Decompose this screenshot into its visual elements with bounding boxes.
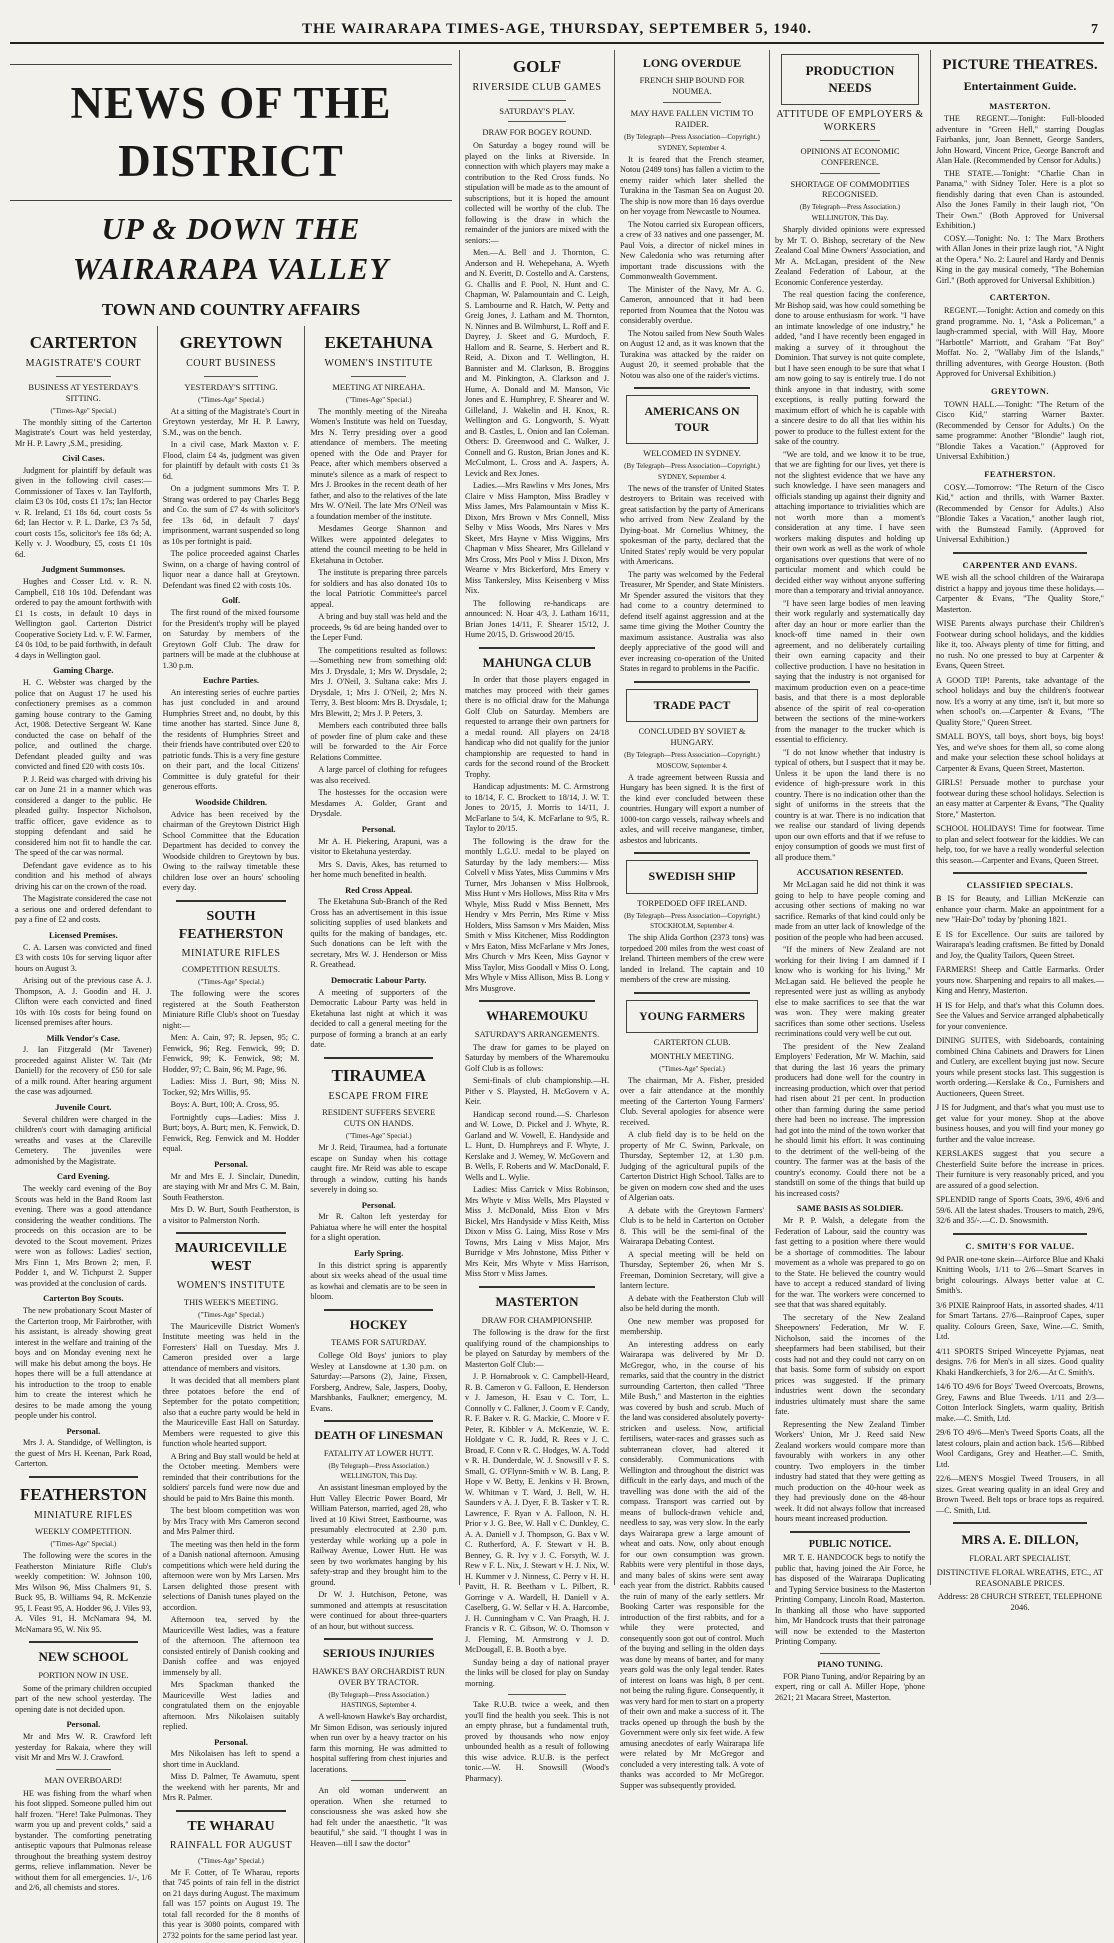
special-credit: ("Times-Age" Special.) [50,406,117,415]
swedish-ship-heading: SWEDISH SHIP [626,860,758,893]
listing-paragraph: THE REGENT.—Tonight: Full-blooded adventure in "Green Hell," starring Douglas Fairbanks, junr, Joan Bennett, George Sanders, John Howard, Vincent Price, George Bancroft and Alan Hale. (Recommended by Censor for Adults.) [936,114,1104,166]
article-paragraph: The institute is preparing three parcels for soldiers and has also donated 10s to the local Patriotic Committee's parcel appeal. [310,568,448,609]
sub-heading: ACCUSATION RESENTED. [796,867,904,878]
article-paragraph: It was decided that all members plant three potatoes before the end of September for the potato competition; also that a euchre party would be held in the Mauriceville East Hall on Saturday. Members were requested to give this function whole hearted support. [162,1376,300,1449]
article-paragraph: Ladies: Miss Carrick v Miss Robinson, Mrs Whyte v Miss Wells, Mrs Playsted v Miss J. McDonald, Miss Eton v Mrs Bickel, Mrs Handyside v Miss Keith, Miss Dixon v Miss G. Laing, Miss Rose v Mrs Towns, Mrs Laing v Miss Major, Mrs Burridge v Mrs Johnstone, Miss Pither v Mrs Keir, Mrs Whyte v Miss Harrison, Miss Storr v Miss James. [465,1185,609,1279]
special-credit: ("Times-Age" Special.) [198,1856,264,1865]
article-paragraph: Miss D. Palmer, Te Awamutu, spent the weekend with her parents, Mr and Mrs R. Palmer. [162,1772,300,1803]
listing-paragraph: TOWN HALL.—Tonight: "The Return of the Cisco Kid," starring Warner Baxter. (Recommended by Censor for Adults.) On the same programme: Another "Blondie" laugh riot, "Blondie Takes a Vacation." (Approved for Universal Exhibition.) [936,399,1104,462]
special-credit: ("Times-Age" Special.) [198,978,264,987]
special-credit: (By Telegraph—Press Association.) [328,1461,429,1470]
article-paragraph: In this district spring is apparently about six weeks ahead of the usual time as kowhai and clematis are to be seen in bloom. [310,1260,448,1302]
article-paragraph: Mrs Spackman thanked the Mauriceville West ladies and congratulated them on the enjoyable afternoon. Mrs Nikolaisen suitably replied. [162,1680,300,1732]
dillon-line-2: DISTINCTIVE FLORAL WREATHS, ETC., AT REASONABLE PRICES. [936,1566,1104,1588]
tiraumea-subheading: ESCAPE FROM FIRE [328,1090,429,1102]
injuries-heading: SERIOUS INJURIES [322,1646,435,1661]
columns [10,50,1104,1940]
article-paragraph: A special meeting will be held on Thursday, September 26, when Mr S. Freeman, Dominion Secretary, will give a lantern lecture. [620,1249,764,1291]
article-paragraph: Men.—A. Bell and J. Thornton, C. Anderson and H. Wehepehana, A. Wyeth and N. Everitt, D. Costello and A. Carstens, G. Challis and F. Pool, N. Hunt and C. Chapman, W. Palamountain and C. Leigh, S. Lambourne and R. Hatch, W. Petty and Greig Jones, J. Latham and M. Thornton, N. Ninnes and B. Wilmhurst, L. Roff and F. Dayrey, J. Skeet and G. Murdoch, F. Hallom and R. Searne, S. Herbert and R. Reid, A. Dixon and T. Wellington, H. Bannister and M. Clarkson, B. Broggins and M. Pinkington, A. Clarkson and J. Hume, A. Donald and M. Manson, Vic Jones and E. Humphrey, F. Shearer and W. Gilleland, J. Wakelin and H. Knox, R. Wellington and G. Longworth, S. Wyatt and B. Castles, L. Onion and Ian Coleman. Others: D. Greenwood and C. Walker, J. Connell and G. Ruston, Brian Jones and K. McCulmont, L. Cross and A. Jaspers, A. Levick and Rex Jones. [465,248,609,478]
article-paragraph: College Old Boys' juniors to play Wesley at Lansdowne at 1.30 p.m. on Saturday:—Parsons (2), Jaine, Fixsen, Forsberg, Andrew, Sale, Jaspers, Dooby, Marshbanks, Faulkner; emergency, M. Evans. [310,1351,448,1413]
article-paragraph: Mesdames George Shannon and Wilkes were appointed delegates to attend the council meeting to be held in Eketahuna in October. [310,524,448,565]
carterton-subheading-2: BUSINESS AT YESTERDAY'S SITTING. [28,381,139,403]
article-paragraph: The following were the scores in the Featherston Miniature Rifle Club's weekly competition: W. Johnson 100, Mrs Wilson 96, Miss Chalmers 91, S. Buck 95, B. Williams 94, R. McKenzie 95, I. Feast 95, A. Hodder 96, J. Viles 93, A. Viles 91, H. McNamara 94, M. McNamara 95, W. Nix 95. [15,1551,152,1634]
district-subcolumns [10,326,452,1943]
special-credit: (By Telegraph—Press Association.) [328,1690,429,1699]
article-paragraph: The following is the draw for the first qualifying round of the championships to be played on Saturday by members of the Masterton Golf Club:— [465,1328,609,1369]
article-paragraph: Semi-finals of club championship.—H. Pither v S. Playsted, H. McGovern v A. Keir. [465,1076,609,1107]
dateline: HASTINGS, September 4. [341,1701,417,1710]
piano-tuning-heading: PIANO TUNING. [817,1658,883,1669]
article-paragraph: The secretary of the New Zealand Sheepowners' Federation, Mr W. F. Nicholson, said the incomes of the sheepfarmers had been stabilised, but their costs had not and they could not carry on on that basis. Some form of subsidy on export prices was suggested. If the primary industries went down the secondary industries ultimately must share the same fate. [775,1312,925,1416]
sub-heading: Personal. [214,1158,248,1169]
article-paragraph: Mrs S. Davis, Akes, has returned to her home much benefited in health. [310,859,448,880]
classified-item: B IS for Beauty, and Lillian McKenzie can enhance your charm. Make an appointment for a new "Hair-Do" today by 'phoning 1821. [936,894,1104,925]
article-paragraph: The Eketahuna Sub-Branch of the Red Cross has an advertisement in this issue soliciting supplies of used blankets and quilts for the making of bandages, etc. Such donations can be left with the secretary, Mrs W. J. Henderson or Miss R. Greathead. [310,897,448,970]
south-featherston-heading: SOUTH FEATHERSTON [178,908,284,942]
article-paragraph: On a judgment summons Mrs T. P. Strang was ordered to pay Charles Begg and Co. the sum of £7 4s with solicitor's fee 13s 6d, in default 7 days' imprisonment, warrant suspended so long as 10s per fortnight is paid. [162,484,300,546]
article-paragraph: Some of the primary children occupied part of the new school yesterday. The opening date is not decided upon. [15,1683,152,1714]
column-golf [465,50,609,1783]
classified-item: WISE Parents always purchase their Children's Footwear during school holidays, and the kiddies like it, too. Always plenty of time for fitting, and no rush. No one pressed to buy at Carpenter & Evans, Queen Street. [936,619,1104,671]
special-credit: ("Times-Age" Special.) [345,1132,412,1141]
dateline: WELLINGTON, This Day. [340,1472,418,1481]
article-paragraph: Mr and Mrs W. R. Crawford left yesterday for Rakaia, where they will visit Mr and Mrs W. J. Crawford. [15,1732,152,1763]
article-paragraph: The Mauriceville District Women's Institute meeting was held in the Forresters' Hall on Tuesday. Mrs J. Cameron presided over a large attendance of members and visitors. [162,1321,300,1373]
article-paragraph: "If the miners of New Zealand are not working for their living I am damned if I know who is working for his living," Mr McLagan said. He believed the people he represented were just as willing as anybody else to make sacrifices to see that the war was won. They were making greater sacrifices than some other sections. Useless recriminations could very well be cut out. [775,945,925,1039]
hockey-subheading: TEAMS FOR SATURDAY. [331,1337,427,1348]
column-eketahuna [305,326,452,1943]
new-school-heading: NEW SCHOOL [38,1649,129,1665]
special-credit: (By Telegraph—Press Association—Copyright.) [624,750,760,759]
sub-heading: Personal. [66,1425,101,1436]
special-credit: ("Times-Age" Special.) [198,1310,264,1319]
article-paragraph: Mr McLagan said he did not think it was going to help to have people coming and accusing other sections of making no war sacrifice. Remarks of that kind could only be made from an utter lack of knowledge of the position of the people who had been accused. [775,880,925,942]
column-news [620,50,764,1790]
page-number: 7 [1091,22,1098,37]
article-paragraph: The draw for games to be played on Saturday by members of the Wharemouku Golf Club is as follows: [465,1042,609,1073]
sub-heading: SAME BASIS AS SOLDIER. [796,1203,904,1214]
wharemouku-heading: WHAREMOUKU [486,1008,588,1024]
article-paragraph: Fortnightly cups—Ladies: Miss J. Burt; boys, A. Burt; men, K. Fenwick, D. Fenwick, Reg. Fenwick and M. Hodder equal. [162,1112,300,1154]
dillon-notice [936,1532,1104,1613]
classified-item: 22/6—MEN'S Mosgiel Tweed Trousers, in all sizes. Great wearing quality in an ideal Grey and Brown Tweed. Belt tops or brace tops as required.—C. Smith, Ltd. [936,1474,1104,1515]
production-subheading-2: OPINIONS AT ECONOMIC CONFERENCE. [800,145,900,167]
column-carterton [10,326,158,1943]
classified-item: 3/6 PIXIE Rainproof Hats, in assorted shades. 4/11 for Smart Tartans. 27/6—Rainproof Capes, super quality. Colours Green, Saxe, Wine.—C. Smith, Ltd. [936,1300,1104,1342]
article-paragraph: Ladies.—Mrs Rawlins v Mrs Jones, Mrs Claire v Miss Hampton, Miss Bradley v Miss James, Mrs Palamountain v Miss K. Dixon, Mrs Brown v Mrs Connell, Miss Selby v Miss Woods, Mrs Nares v Mrs Skeet, Mrs Hayne v Miss Wiggins, Mrs Chapman v Miss Shearer, Mrs Gilleland v Mrs Cross, Mrs Pool v Miss J. Dixon, Mrs Wearne v Mrs Bickerford, Mrs Emery v Miss Tankersley, Miss Keisenberg v Miss Nix. [465,481,609,596]
advert-paragraph: HE was fishing from the wharf when his foot slipped. Someone pulled him out half frozen. "Here! Take Pulmonas. They warm you up and prevent colds," said a bystander. The comforting penetrating antiseptic vapours that Pulmonas release throughout the breathing system destroy germs, relieve inflammation. Never be without them for all emergencies. 1/-, 1/6 and 2/6, all chemists and stores. [15,1788,152,1893]
classified-item: WE wish all the school children of the Wairarapa district a happy and joyous time these holidays.—Carpenter & Evans, "The Quality Store," Masterton. [936,573,1104,614]
article-paragraph: The new probationary Scout Master of the Carterton troop, Mr Fairbrother, with his assistant, is already showing great interest in the welfare and training of the boys and on Monday evening next he will make his debut among the boys. He hopes there will be a full attendance at his introduction to the troop to enable him to create the interest which he desires to be made among the young people under his control. [15,1306,152,1421]
dateline: WELLINGTON, This Day. [811,214,889,223]
mauriceville-subheading-2: THIS WEEK'S MEETING. [183,1296,279,1307]
notice-paragraph: MR T. E. HANDCOCK begs to notify the public that, having joined the Air Force, he has disposed of the Wairarapa Duplicating and Typing Service business to the Masterton Printing Company, Lincoln Road, Masterton. In thanking all those who have supported him, Mr Handcock trusts that their patronage will now be extended to the Masterton Printing Company. [775,1553,925,1647]
eketahuna-subheading: WOMEN'S INSTITUTE [324,358,433,370]
article-paragraph: The chairman, Mr A. Fisher, presided over a fair attendance at the monthly meeting of the Carterton Young Farmers' Club. Several apologies for absence were received. [620,1075,764,1127]
article-paragraph: A large parcel of clothing for refugees was also received. [310,765,448,785]
classified-item: J IS for Judgment, and that's what you must use to get value for your money. Shop at the above business houses, and you will find your money go further and the value increase. [936,1103,1104,1144]
sub-heading: Gaming Charge. [53,665,114,676]
greytown-heading: GREYTOWN [179,333,283,353]
swedish-ship-subheading: TORPEDOED OFF IRELAND. [637,897,747,908]
article-paragraph: Mrs Nikolaisen has left to spend a short time in Auckland. [162,1749,300,1769]
article-paragraph: Mr and Mrs E. J. Sinclair, Dunedin, are staying with Mr and Mrs C. M. Bain, South Featherston. [162,1171,300,1202]
tiraumea-subheading-2: RESIDENT SUFFERS SEVERE CUTS ON HANDS. [322,1107,436,1129]
lineman-subheading: FATALITY AT LOWER HUTT. [323,1447,434,1458]
classified-item: GIRLS! Persuade mother to purchase your footwear during these school holidays. Selection is an easy matter at Carpenter & Evans, "The Quality Store," Masterton. [936,778,1104,819]
article-paragraph: It is feared that the French steamer, Notou (2489 tons) has fallen a victim to the enemy raider which later shelled the Turakina in the Tasman Sea on August 20. The ship is now more than 16 days overdue on her voyage from Newcastle to Noumea. [620,154,764,217]
sub-heading: Red Cross Appeal. [345,884,413,895]
smith-list [936,1255,1104,1517]
sub-heading: Personal. [361,823,396,834]
entertainment-guide-heading: Entertainment Guide. [963,79,1077,94]
article-paragraph: The hostesses for the occasion were Mesdames A. Golder, Grant and Drysdale. [310,788,448,819]
classified-item: H IS for Help, and that's what this Column does. See the Values and Service arranged alphabetically for your convenience. [936,1000,1104,1031]
carpenter-evans-list [936,573,1104,866]
classified-item: 29/6 TO 49/6—Men's Tweed Sports Coats, all the latest colours, plain and action back. 15/6—Ribbed Wool Cardigans, Grey and Heather.—C. Smith, Ltd. [936,1428,1104,1469]
masthead [10,6,1104,44]
article-paragraph: The monthly sitting of the Carterton Magistrate's Court was held yesterday, Mr H. P. Lawry ,S.M., presiding. [15,417,152,448]
article-paragraph: A trade agreement between Russia and Hungary has been signed. It is the first of the kind ever concluded between these countries. Hungary will export a number of 1000-ton cargo vessels, railway wheels and axles, and will receive manganese, timber, asbestos and lubricants. [620,772,764,845]
young-farmers-heading: YOUNG FARMERS [626,1000,758,1033]
article-paragraph: One new member was proposed for membership. [620,1316,764,1337]
article-paragraph: The police proceeded against Charles Swinn, on a charge of having control of liquor near a dance hall at Greytown. Defendant was fined £2 with costs 10s. [162,549,300,590]
dateline: SYDNEY, September 4. [658,472,726,481]
listing-paragraph: THE STATE.—Tonight: "Charlie Chan in Panama," with Sidney Toler. Here is a plot so fiendishly daring that even Chan is astounded. Also the Jones Family in their laugh riot, "On Their Own." (Both Approved for Universal Exhibition.) [936,168,1104,231]
masterton-golf-subheading: DRAW FOR CHAMPIONSHIP. [481,1314,593,1325]
article-paragraph: An assistant linesman employed by the Hutt Valley Electric Power Board, Mr William Paterson, married, aged 28, who lived at 10 Kiwi Street, Eastbourne, was presumably electrocuted at 2.30 p.m. yesterday while working up a pole in Railway Avenue, Lower Hutt. He was seen by two workmates hanging by his safety-strap and they brought him to the ground. [310,1483,448,1587]
sub-heading: Milk Vendor's Case. [46,1032,121,1043]
article-paragraph: The president of the New Zealand Employers' Federation, Mr W. Machin, said that during the last 16 years the primary producers had done well for the country in increasing production, which over that period had risen about 21 per cent. In production other than farming during the same period there had been no increase. The impression had got into the mind of the town worker that he should limit his effort. It was continuing to the detriment of the well-being of the country. The farmer was at the basis of the country's economy. Could there not be a standstill on some of the things that build up his increased costs? [775,1041,925,1198]
article-paragraph: "I do not know whether that industry is typical of others, but I suspect that it may be. Unless it be upon the land there is no evidence of high-pressure work in this country. There is no indication other than the sight of uniforms in the streets that the country is at war. There is no indication that we realise our standard of living depends upon our own efforts and that if we refuse to enjoy consumption of goods we must first of all produce them." [775,747,925,862]
mahunga-heading: MAHUNGA CLUB [482,654,592,670]
classified-item: FARMERS! Sheep and Cattle Earmarks. Order yours now. Sharpening and repairs to all makes.—King and Henry, Masterton. [936,965,1104,996]
notice-paragraph: FOR Piano Tuning, and/or Repairing by an expert, ring or call A. Miller Hope, 'phone 2621; 21 Macara Street, Masterton. [775,1671,925,1702]
article-paragraph: Members each contributed three balls of powder fine of plum cake and these will be forwarded to the Air Force Relations Committee. [310,721,448,762]
column-entertainment [936,50,1104,1613]
young-farmers-subheading-2: MONTHLY MEETING. [650,1051,734,1062]
article-paragraph: P. J. Reid was charged with driving his car on June 21 in a manner which was considered a danger to the public. He pleaded guilty. Inspector Nicholson, traffic officer, gave evidence as to stopping defendant and said he considered him not fit to handle the car. The speed of the car was normal. [15,774,152,858]
article-paragraph: Boys: A. Burt, 100; A. Cross, 95. [170,1100,280,1110]
sub-heading: Personal. [66,1719,101,1730]
masterton-golf-heading: MASTERTON [495,1293,579,1309]
production-subheading: ATTITUDE OF EMPLOYERS & WORKERS [776,109,924,134]
article-paragraph: At a sitting of the Magistrate's Court in Greytown yesterday, Mr H. P. Lawry, S.M., was on the bench. [162,406,300,437]
classified-item: DINING SUITES, with Sideboards, containing combined China Cabinets and Drawers for Linen and Cutlery, are excellent buying just now. Secure yours while present stocks last. This suggestion is worth ordering.—Kerslake & Co., Furnishers and Auctioneers, Queen Street. [936,1036,1104,1098]
sub-heading: Personal. [214,1736,248,1747]
article-paragraph: The news of the transfer of United States destroyers to Britain was received with great satisfaction by the party of Americans who arrived from New Zealand by the Dying-boat. Mr Cornelius Whitney, the spokesman of the party, declared that the United States' reply would be very popular with Americans. [620,483,764,567]
article-paragraph: Dr W. J. Hutchison, Petone, was summoned and attempts at resuscitation were continued for about three-quarters of an hour, but without success. [310,1590,448,1631]
column-production [775,50,925,1702]
article-paragraph: A club field day is to be held on the property of Mr C. Swinn, Parkvale, on Thursday, September 12, at 1.30 p.m. Judging of the agricultural pupils of the Carterton District High School. Talks are to be given on modern cow shed and the uses of Algerian oats. [620,1130,764,1203]
lineman-heading: DEATH OF LINESMAN [314,1428,444,1443]
golf-heading: GOLF [512,57,562,76]
article-paragraph: Mr J. Reid, Tiraumea, had a fortunate escape on Sunday when his cottage caught fire. Mr Reid was able to escape through a window, cutting his hands severely in doing so. [310,1143,448,1195]
article-paragraph: Afternoon tea, served by the Mauriceville West ladies, was a feature of the afternoon. The afternoon tea consisted entirely of Danish cooking and Danish coffee and was enjoyed immensely by all. [162,1615,300,1677]
classified-item: SMALL BOYS, tall boys, short boys, big boys! Yes, and we've shoes for them all, so come along and make your selection these school holidays at Carpenter & Evans, Queen Street, Masterton. [936,732,1104,773]
listing-paragraph: COSY.—Tonight: No. 1: The Marx Brothers with Allan Jones in their prize laugh riot, "A Night at the Opera." No. 2: Laurel and Hardy and Dennis King in the gay musical comedy, "The Bohemian Girl." (Both approved for Universal Exhibition.) [936,233,1104,285]
article-paragraph: Mrs J. A. Standidge, of Wellington, is the guest of Mrs H. Keenan, Park Road, Carterton. [15,1438,152,1469]
trade-pact-heading: TRADE PACT [626,689,758,722]
greytown-subheading-2: YESTERDAY'S SITTING. [184,381,278,392]
sub-heading: Early Spring. [354,1247,404,1258]
article-paragraph: In a civil case, Mark Maxton v. F. Flood, claim £4 4s, judgment was given for plaintiff by default with costs £1 3s 6d. [162,440,300,481]
place-heading: MASTERTON. [989,100,1051,111]
article-paragraph: Hughes and Cosser Ltd. v. R. N. Campbell, £18 10s 10d. Defendant was ordered to pay the amount forthwith with £1 1s costs, in default 10 days in Wellington gaol. Carterton District Cooperative Society Ltd. v. F. W. Farmer, £4 0s 10d, to be paid forthwith, in default 4 days in Wellington gaol. [15,577,152,660]
article-paragraph: Men: A. Cain, 97; R. Jepsen, 95; C. Fenwick, 96; Reg. Fenwick, 99; D. Fenwick, 99; K. Fenwick, 98; M. Hodder, 97; C. Bain, 96; M. Page, 96. [162,1033,300,1074]
tiraumea-heading: TIRAUMEA [331,1065,426,1085]
americans-heading: AMERICANS ON TOUR [626,395,758,444]
classified-item: A GOOD TIP! Parents, take advantage of the school holidays and buy the children's footwear now. It's a worry at any time, isn't it, but more so when school's on.—Carpenter & Evans, "The Quality Store," Queen Street. [936,675,1104,727]
article-paragraph: The real question facing the conference, Mr Bishop said, was how could something be done to arouse enthusiasm for work. "I have an intimate knowledge of one industry," he added, "and I have recently been engaged in making a survey of it throughout the Dominion. That survey is not quite complete, but I have seen enough to be sure that what I am now going to say is entirely true. I do not think anyone in that industry, with some exceptions, is really putting forward the maximum effort of which he is capable with a sincere desire to do all that lies within his power to produce to the fullest extent for the sake of the country. [775,290,925,447]
article-paragraph: Mrs D. W. Burt, South Featherston, is a visitor to Palmerston North. [162,1205,300,1225]
place-heading: CARTERTON. [989,292,1051,303]
article-paragraph: Judgment for plaintiff by default was given in the following civil cases:— Commissioner of Taxes v. Ian Taylforth, claim £3 0s 10d, costs £1 17s; Ian Hector v. R. Ireland, £1 18s 6d, court costs 5s 6d; Ian Hector v. P. L. Darke, £3 7s 5d, court costs 15s, solicitor's fee 18s 6d; A. Kelly v. J. Woodbury, £5, costs £1 10s 6d. [15,465,152,559]
classified-item: KERSLAKES suggest that you secure a Chesterfield Suite before the increase in prices. Their furniture is very reasonably priced, and you are assured of a good selection. [936,1149,1104,1190]
classified-item: SPLENDID range of Sports Coats, 39/6, 49/6 and 59/6. All the latest shades. Trousers to match, 29/6, 32/6 and 35/-.—C. D. Snowsmith. [936,1195,1104,1226]
injuries-subheading: HAWKE'S BAY ORCHARDIST RUN OVER BY TRACTOR. [312,1665,445,1687]
district-subbanner: UP & DOWN THE WAIRARAPA VALLEY [72,211,390,286]
featherston-heading: FEATHERSTON [19,1484,147,1504]
sub-heading: Licensed Premises. [48,929,118,940]
article-paragraph: The Minister of the Navy, Mr A. G. Cameron, announced that it had been reported from Noumea that the Notou was considerably overdue. [620,284,764,326]
wharemouku-subheading: SATURDAY'S ARRANGEMENTS. [474,1029,600,1040]
district-news-block [10,50,452,1940]
article-paragraph: Sharply divided opinions were expressed by Mr T. O. Bishop, secretary of the New Zealand Coal Mine Owners' Association, and Mr A. McLagan, president of the New Zealand Federation of Labour, at the Economic Conference yesterday. [775,225,925,287]
article-paragraph: Representing the New Zealand Timber Workers' Union, Mr J. Reed said New Zealand workers would compare more than favourably with workers in any other country. Two employers in the timber industry had stated that they were getting as much production on the 40-hour week as they had previously done on the 48-hour week. It did not always follow that increased hours meant increased production. [775,1419,925,1523]
article-paragraph: The best bloom competition was won by Mrs Tracy with Mrs Cameron second and Mrs Palmer third. [162,1506,300,1537]
featherston-subheading-2: WEEKLY COMPETITION. [35,1526,132,1537]
listing-paragraph: COSY.—Tomorrow: "The Return of the Cisco Kid," action and thrills, with Warner Baxter. (Recommended by Censor for Adults.) Also "Blondie Takes a Vacation," another laugh riot, with the Bumstead Family. (Approved for Universal Exhibition.) [936,482,1104,545]
special-credit: ("Times-Age" Special.) [659,1065,725,1074]
young-farmers-subheading: CARTERTON CLUB. [653,1037,731,1048]
article-paragraph: The Notou carried six European officers, a crew of 33 natives and one passenger, M. Paul Vois, a director of nickel mines in New Caledonia who was returning after important trade discussions with the Commonwealth Government. [620,219,764,282]
article-paragraph: C. A. Larsen was convicted and fined £3 with costs 10s for serving liquor after hours on August 3. [15,942,152,973]
article-paragraph: "I have seen large bodies of men leaving their work regularly and systematically day after day an hour or more earlier than the knock-off time named in their own agreement, and no deliberately curtailing their own earning capacity and their collective production. I have no hesitation in saying that the industry is not organised for maximum production even on a peace-time basis, and that there is a most deplorable absence of the spirit of real co-operation between the sections of the mine-workers from the manager to the trucker which is essential to efficiency. [775,598,925,745]
article-paragraph: The weekly card evening of the Boy Scouts was held in the Band Room last evening. There was a good attendance considering the weather conditions. The proceeds on this occasion are to be devoted to the Scout movement. Prizes were won as follows: Ladies' section, Mrs Finn 1, Mrs Brown 2; men, F. Podder 1, and W. Tichpurst 2. Supper was provided at the conclusion of cards. [15,1184,152,1288]
sub-heading: Golf. [221,595,241,606]
sub-heading: Carterton Boy Scouts. [43,1293,124,1304]
sub-heading: Euchre Parties. [202,675,260,686]
article-paragraph: J. P. Hornabrook v. C. Campbell-Heard, R. B. Cameron v G. Falloon, E. Henderson v J. Jameson, H. Esau v C. Torr, L. Connolly v C. Falkner, J. Coom v F. Candy, R. F. Baker v. R. G. Mackie, C. Moore v F. Peter, R. Kibbler v A. McKenzie, W. E. Holdgate v C. R. Judd, R. Rees v J. C. Broad, F. Conn v R. C. Hodges, W. A. Todd v R. H. Dunderdale, W. J. Snowsill v F. S. Small, G. O'Flynn-Smith v W. B. Lang, P. Hope v W. Betty, E. Jenkins v H. Brown, W. Whitman v T. Ward, J. Bell, W. H. Saunders v A. J. Dyer, F. B. Tasker v T. R. Lawrence, F. Ryan v A. Falloon, N. H. Prior v J. G. Bee, W. Hall v C. Dunkley, C. A. A. Daniell v J. Thompson, G. Bax v W. C. Rutherford, A. F. Stewart v H. B. Benney, G. R. Ivy v J. C. Forsyth, W. J. Rew v F. L. Nix, J. Stewart v H. J. Nix, W. H. Kummer v J. Ninness, C. Perry v H. H. Pavitt, H. R. Beetham v L. Pilbert, R. Gorringe v A. Wardell, H. Daniell v A. Caselberg, G. W. Sellar v H. A. Harcombe, J. H. Cunningham v C. Van Praagh, H. J. Francis v R. C. Gibson, W. O. Thomson v J. Fleming, M. Armstrong v J. D. McDougall, E. B. Booth a bye. [465,1372,609,1655]
article-paragraph: The party was welcomed by the Federal Treasurer, Mr Spender, and State Ministers. Mr Spender assured the visitors that they had come to a country determined to defend itself against aggression and at the same time giving the Mother Country the maximum assistance. Australia was also deeply appreciative of the good will and ever increasing co-operation of the United States in regard to problems in the Pacific. [620,569,764,674]
special-credit: ("Times-Age" Special.) [198,395,264,404]
column-greytown [158,326,306,1943]
trade-pact-subheading: CONCLUDED BY SOVIET & HUNGARY. [638,726,746,747]
dateline: STOCKHOLM, September 4. [650,922,734,931]
sub-heading: Personal. [361,1199,396,1210]
carterton-heading: CARTERTON [29,333,137,353]
article-paragraph: The following is the draw for the monthly L.G.U. medal to be played on Saturday by the lady members:— Miss Colvell v Miss Yates, Miss Cummins v Mrs Turner, Mrs Johansen v Miss Holbrook, Miss Hunt v Mrs Hollows, Miss Rita v Mrs Whyle, Miss Rudd v Miss Bennett, Mrs Hendry v Mrs Perrin, Mrs Rime v Miss Holders, Miss Samson v Mrs Maiden, Miss Smith v Miss Kitchener, Miss Roddington v Mrs Eaton, Miss McFarlane v Mrs Jones, Mrs Church v Mrs Keen, Miss Gaynor v Miss Taylor, Miss Goodall v Miss O. Long, Mrs Whyle v Miss Allison, Miss B. Long v Mrs Musgrove. [465,836,609,993]
mauriceville-subheading: WOMEN'S INSTITUTE [176,1279,286,1291]
smith-heading: C. SMITH'S FOR VALUE. [965,1240,1075,1251]
sub-heading: Judgment Summonses. [41,564,126,575]
picture-theatres-heading: PICTURE THEATRES. [942,57,1098,73]
article-paragraph: In order that those players engaged in matches may proceed with their games there is no official draw for the Mahunga Golf Club on Saturday. Members are requested to arrange their own partners for a medal round. All players on 24/18 handicap who did not qualify for the junior championship are requested to hand in cards for the second round of the Brockett Trophy. [465,675,609,779]
long-overdue-subheading: FRENCH SHIP BOUND FOR NOUMEA. [639,75,745,97]
production-heading: PRODUCTION NEEDS [781,54,919,105]
special-credit: (By Telegraph—Press Association—Copyright.) [624,132,760,141]
article-paragraph: A well-known Hawke's Bay orchardist, Mr Simon Edison, was seriously injured when run over by a heavy tractor on his farm this morning. He was admitted to hospital suffering from chest injuries and lacerations. [310,1712,448,1774]
mauriceville-heading: MAURICEVILLE WEST [175,1241,288,1274]
listing-paragraph: REGENT.—Tonight: Action and comedy on this grand programme. No. 1, "Ask a Policeman," a laugh-crammed special, with Will Hay, Moore "Harbottle" Marriott, and Graham "Fat Boy" Moffat. No. 2, "Wallaby Jim of the Islands," thrilling adventures, with George Houston. (Both Approved for Universal Exhibition.) [936,306,1104,379]
te-wharau-heading: TE WHARAU [187,1818,275,1834]
article-paragraph: Handicap second round.—S. Charleson and W. Lowe, D. Pickel and J. Whyte, R. Garland and W. Vowell, E. Handyside and L. Hunt, D. Humphreys and F. Whyte, J. Kerslake and J. Wemey, W. McGovern and B. Wells, F. Roberts and W. MacDonald, F. Wells and L. Wylie. [465,1109,609,1182]
long-overdue-heading: LONG OVERDUE [642,56,742,70]
article-paragraph: Mr R. Calton left yesterday for Pahiatua where he will enter the hospital for a slight operation. [310,1212,448,1243]
advert-paragraph: An old woman underwent an operation. When she returned to consciousness she was asked how she had felt under the anaesthetic. "It was beautiful," she said. "I thought I was in Heaven—till I saw the doctor" [310,1786,448,1848]
article-paragraph: Arising out of the previous case A. J. Thompson, A. J. Goodin and H. J. Clifton were each convicted and fined 10s with 10s costs for being found on licensed premises after hours. [15,976,152,1028]
sub-heading: Democratic Labour Party. [330,974,427,985]
advert-paragraph: Take R.U.B. twice a week, and then you'll find the health you seek. This is not an empty phrase, but a fundamental truth, proved by thousands who now enjoy unbounded health as a result of following this wise advice. R.U.B. is the perfect tonic.—W. H. Snowsill (Wood's Pharmacy). [465,1700,609,1783]
classified-heading: CLASSIFIED SPECIALS. [966,880,1074,891]
article-paragraph: On Saturday a bogey round will be played on the links at Riverside. In connection with which players may make a contribution to the Red Cross funds. No stipulation will be made as to the amount of subscriptions, but it is hoped the amount collected will be worthy of the club. The following is the draw in which the remainder of the juniors are mixed with the seniors:— [465,141,609,245]
article-paragraph: Ladies: Miss J. Burt, 98; Miss N. Tocker, 92; Mrs Willis, 95. [162,1077,300,1097]
sub-heading: Card Evening. [56,1171,110,1182]
article-paragraph: An interesting address on early Wairarapa was delivered by Mr D. McGregor, who, in the course of his remarks, said that the country in the district surrounding Carterton, then called "Three Mile Bush," and Masterton in the eighties was covered by bush and scrub. Much of the land was considered absolutely poverty-stricken and useless. Now, artificial fertilisers, water-races and grasses such as subterranean clover, had altered it considerably. Communications with Wellington and throughout the district was difficult in the early days, and much of the travelling was done with the aid of the compass. Transport was carried out by means of bullock-drawn vehicle and, needless to say, was very slow. In the early days Wairarapa grew a large amount of wheat and oats. Now, only about enough for our own consumption was grown. Rabbits were very plentiful in those days, and many bales of skins were sent away each year from the district. Rabbits caused the ruin of many of the early settlers. Mr Booking Carter was responsible for the introduction of the first rabbits, and for a while they were protected, and consequently soon got out of control. Much of the buying and selling in the olden days was done by means of barter, and for many years gold was the only legal tender. Rates of interest on loans was high, 8 per cent. not being the ruling figure. Consequently, it was very hard for men to start on a property of their own and make a success of it. The tracks opened up through the bush by the Government were only six feet wide. A few amusing anecdotes of early Wairarapa life were related by Mr McGregor and concluded a very interesting talk. A vote of thanks was accorded to Mr McGregor. Supper was subsequently provided. [620,1339,764,1790]
dillon-line-3: Address: 28 CHURCH STREET, TELEPHONE 2046. [937,1591,1103,1613]
special-credit: ("Times-Age" Special.) [345,395,412,404]
special-credit: (By Telegraph—Press Association—Copyright.) [624,911,760,920]
district-banner: NEWS OF THE DISTRICT [10,64,452,201]
eketahuna-heading: EKETAHUNA [324,333,433,353]
article-paragraph: The Magistrate considered the case not a serious one and ordered defendant to pay a fine of £2 and costs. [15,894,152,925]
article-paragraph: The following were the scores registered at the South Featherston Miniature Rifle Club's shoot on Tuesday night:— [162,989,300,1030]
article-paragraph: The Notou sailed from New South Wales on August 12 and, as it was known that the Turakina was attacked by the raider on August 20, it seemed probable that the Notou was also one of the raider's victims. [620,328,764,380]
article-paragraph: Several children were charged in the children's court with damaging artificial wreaths and vases at the Clareville Cemetery. The juveniles were admonished by the Magistrate. [15,1114,152,1166]
article-paragraph: Advice has been received by the chairman of the Greytown District High School Committee that the Education Department has decided to convey the Woodside children to Greytown by bus. Owing to the railway timetable these children lose over an hours' schooling every day. [162,809,300,893]
article-paragraph: H. C. Webster was charged by the police that on August 17 he used his confectionery premises as a common gaming house contrary to the Gaming Act, 1908. Detective Sergeant W. Kane conducted the case on behalf of the police, and outlined the charge. Defendant pleaded guilty and was convicted and fined £20 with costs 10s. [15,678,152,772]
article-paragraph: A bring and buy stall was held and the proceeds, 9s 6d are being handed over to the Leper Fund. [310,612,448,643]
golf-subheading: RIVERSIDE CLUB GAMES [472,81,602,93]
carpenter-evans-heading: CARPENTER AND EVANS. [962,559,1078,570]
article-paragraph: Handicap adjustments: M. C. Armstrong to 18/14, F. C. Brockett to 18/14, J. W. T. Jones to 20/15, J. Morris to 14/11, J. McFarlane to 5/4, K. McFarlane to 9/5, R. Taylor to 20/15. [465,782,609,834]
classified-item: E IS for Excellence. Our suits are tailored by Wairarapa's leading craftsmen. Be fitted by Donald and Joy, the Quality Tailors, Queen Street. [936,929,1104,960]
article-paragraph: Mr P. P. Walsh, a delegate from the Federation of Labour, said the country was fast getting to a position where there would be a shortage of commodities. The labour movement as a whole was prepared to go on to the State. He believed the country would have to accept a reduced standard of living for the war. The workers were concerned to see that that was shared equitably. [775,1216,925,1309]
golf-subheading-3: DRAW FOR BOGEY ROUND. [482,127,592,138]
eketahuna-subheading-2: MEETING AT NIREAHA. [332,381,425,392]
special-credit: (By Telegraph—Press Association.) [799,203,901,212]
article-paragraph: Defendant gave evidence as to his condition and his method of always driving his car on the crown of the road. [15,860,152,891]
article-paragraph: The ship Alida Gorthon (2373 tons) was torpedoed 200 miles from the west coast of Ireland. Thirteen members of the crew were landed in Ireland. The captain and 10 members of the crew are missing. [620,933,764,985]
south-featherston-subheading-2: COMPETITION RESULTS. [182,964,280,975]
article-paragraph: J. Ian Fitzgerald (Mr Tavener) proceeded against Alister W. Tait (Mr Daniell) for the recovery of £50 for sale of a milk round. After hearing argument the case was adjourned. [15,1045,152,1097]
article-paragraph: The following re-handicaps are announced: N. Hoar 4/3, J. Latham 16/11, Brian Jones 14/11, F. Shearer 15/12, J. Hume 20/15, D. Griswood 20/15. [465,598,609,640]
article-paragraph: Mr F. Cotter, of Te Wharau, reports that 745 points of rain fell in the district on 21 days during August. The maximum fall was 157 points on August 19. The total fall recorded for the 8 months of this year is 3080 points, compared with 2732 points for the same period last year. [162,1867,300,1940]
classified-item: 14/6 TO 49/6 for Boys' Tweed Overcoats, Browns, Grey, Fawns and Blue Tweeds. 1/11 and 2/3—Cotton Interlock Singlets, warm quality, British make.—C. Smith, Ltd. [936,1382,1104,1423]
article-paragraph: The meeting was then held in the form of a Danish national afternoon. Amusing competitions which were held during the afternoon were won by Mrs Larsen. Mrs Larsen delighted those present with selections of Danish tunes played on the accordion. [162,1539,300,1612]
sub-heading: Juvenile Court. [55,1101,112,1112]
article-paragraph: "We are told, and we know it to be true, that we are fighting for our lives, yet there is not the slightest evidence that we have any such knowledge. I have seen managers and officials standing up against their dignity and attaching importance to trivialities which are not worth more than a moment's consideration at any time. I have seen workers making disputes and holding up their own work as well as the work of whole organisations over questions that were of no particular moment and which could be decided either way without anyone suffering more than a temporary and trivial annoyance. [775,449,925,596]
article-paragraph: A debate with the Greytown Farmers' Club is to be held in Carterton on October 8. This will be the semi-final of the Wairarapa Debating Contest. [620,1205,764,1247]
golf-subheading-2: SATURDAY'S PLAY. [499,105,575,116]
production-subheading-3: SHORTAGE OF COMMODITIES RECOGNISED. [790,178,910,200]
te-wharau-subheading: RAINFALL FOR AUGUST [169,1839,293,1851]
hockey-heading: HOCKEY [349,1316,408,1332]
classified-item: 4/11 SPORTS Striped Winceyette Pyjamas, neat designs. 7/6 for Men's in all sizes. Good quality Khaki Handkerchiefs, 3 for 2/6.—At C. Smith's. [936,1346,1104,1377]
article-paragraph: The competitions resulted as follows:—Something new from something old: Mrs J. Drysdale, 1; Mrs W. Drysdale, 2; Mrs J. O'Neil, 3. Sultana cake: Mrs J. Drysdale, 1; Mrs J. O'Neil, 2; Mrs N. Terry, 3. Best bloom: Mrs B. Drysdale, 1; Mrs Blewitt, 2; Mrs J. P. Peters, 3. [310,645,448,718]
article-paragraph: Sunday being a day of national prayer the links will be closed for play on Sunday morning. [465,1657,609,1688]
article-paragraph: A Bring and Buy stall would be held at the October meeting. Members were reminded that their contributions for the soldiers' parcels fund were now due and should be paid to Mrs Baine this month. [162,1451,300,1503]
man-overboard-heading: MAN OVERBOARD! [44,1774,123,1785]
dillon-name: MRS A. E. DILLON, [961,1532,1079,1548]
sub-heading: Woodside Children. [194,796,268,807]
special-credit: ("Times-Age" Special.) [50,1540,117,1549]
article-paragraph: Mr A. H. Piekering, Arapuni, was a visitor to Eketahuna yesterday. [310,836,448,857]
dateline: MOSCOW, September 4. [656,761,728,770]
greytown-subheading: COURT BUSINESS [186,358,276,370]
long-overdue-subheading-2: MAY HAVE FALLEN VICTIM TO RAIDER. [630,108,754,129]
masthead-title: THE WAIRARAPA TIMES-AGE, THURSDAY, SEPTEMBER 5, 1940. [301,21,813,37]
classified-list [936,894,1104,1227]
classified-item: 9d PAIR one-tone skein—Airforce Blue and Khaki Knitting Wools, 1/11 to 2/6—Smart Scarves in bright colourings. Always better value at C. Smith's. [936,1254,1104,1296]
place-heading: FEATHERSTON. [984,468,1056,479]
new-school-subheading: PORTION NOW IN USE. [38,1669,129,1680]
article-paragraph: The first round of the mixed foursome for the President's trophy will be played on Saturday by members of the Greytown Golf Club. The draw for partners will be made at the clubhouse at 1.30 p.m. [162,608,300,670]
public-notice-heading: PUBLIC NOTICE. [808,1538,892,1550]
featherston-subheading: MINIATURE RIFLES [33,1509,133,1521]
section-title: TOWN AND COUNTRY AFFAIRS [101,299,361,319]
special-credit: (By Telegraph—Press Association—Copyright.) [624,461,760,470]
classified-item: SCHOOL HOLIDAYS! Time for footwear. Time to plan and select footwear for the kiddies. We can help, too, for we have a really wonderful selection this season.—Carpenter and Evans, Queen Street. [936,824,1104,865]
carterton-subheading: MAGISTRATE'S COURT [25,358,142,370]
sub-heading: Civil Cases. [62,453,105,464]
south-featherston-subheading: MINIATURE RIFLES [181,947,281,959]
place-heading: GREYTOWN. [991,385,1049,396]
dillon-line-1: FLORAL ART SPECIALIST. [969,1552,1071,1563]
dateline: SYDNEY, September 4. [658,143,726,152]
article-paragraph: A debate with the Featherston Club will also be held during the month. [620,1293,764,1314]
article-paragraph: The monthly meeting of the Nireaha Women's Institute was held on Tuesday, Mrs N. Terry presiding over a good attendance of members. The meeting opened with the Ode and Prayer for Peace, after which members observed a minute's silence as a mark of respect to Mrs J. Brookes in the recent death of her father, and also to the relatives of the late Mrs W. O'Neil. The late Mrs O'Neil was a foundation member of the institute. [310,406,448,521]
article-paragraph: An interesting series of euchre parties has just concluded in and around Humphries Street and, no doubt, by this time another has started. Since June 8, the residents of Humphries Street and their friends have contributed over £20 to patriotic funds. This is a very fine gesture on their part, and the local Citizens' Committee is duly grateful for their generous efforts. [162,687,300,792]
americans-subheading: WELCOMED IN SYDNEY. [643,447,741,458]
article-paragraph: A meeting of supporters of the Democratic Labour Party was held in Eketahuna last night at which it was decided to call a general meeting for the purpose of forming a branch at an early date. [310,987,448,1050]
